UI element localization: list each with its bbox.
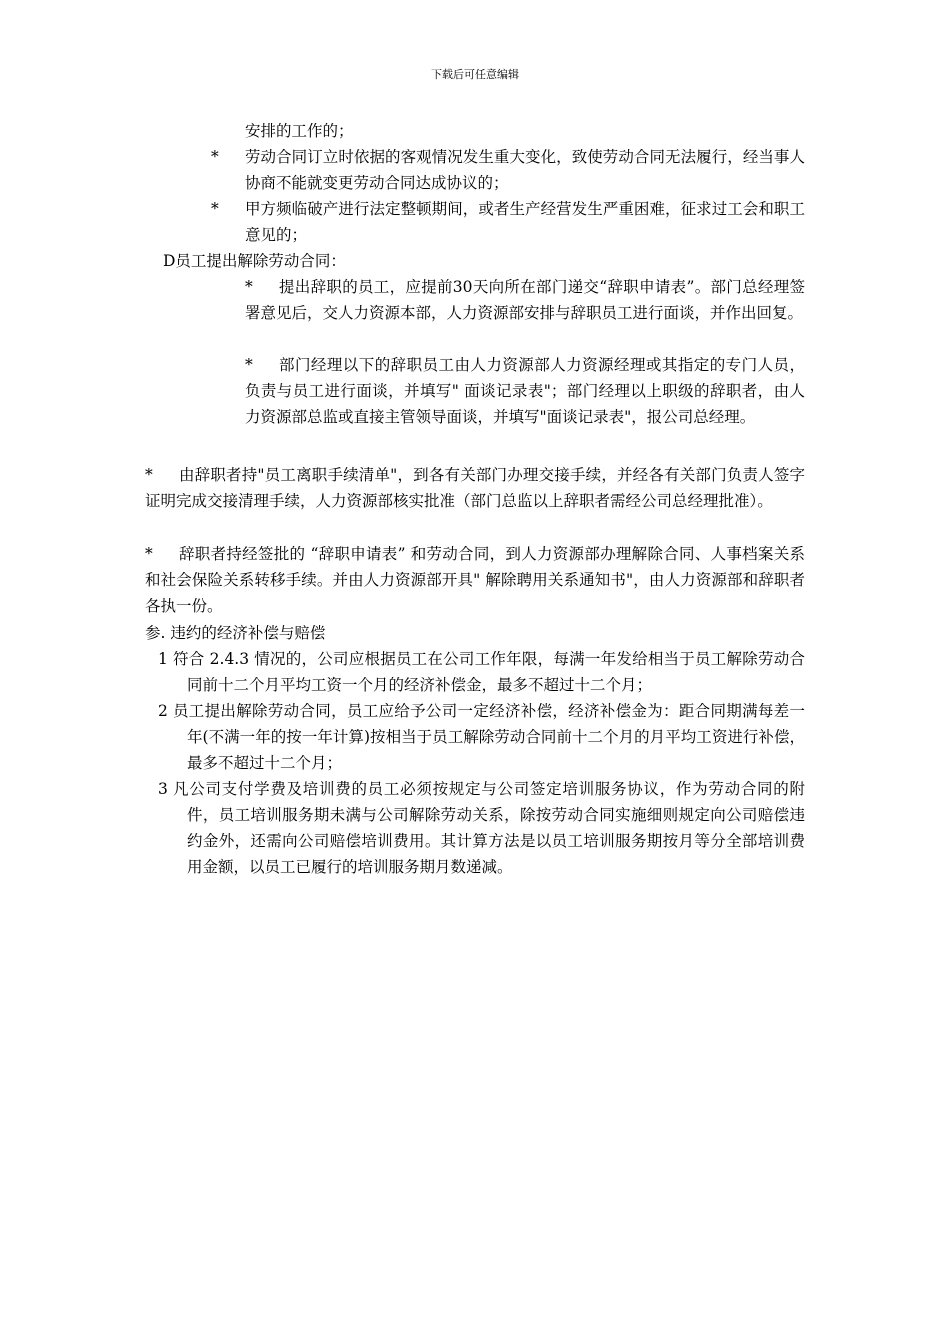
bullet-marker: * <box>145 466 153 484</box>
bullet-marker: * <box>211 148 219 166</box>
section-title: 参. 违约的经济补偿与赔偿 <box>145 624 326 642</box>
list-item-text: 部门经理以下的辞职员工由人力资源部人力资源经理或其指定的专门人员，负责与员工进行面谈，并填写" 面谈记录表"；部门经理以上职级的辞职者，由人力资源部总监或直接主管领导面谈，并填写"面谈记录表"，报公司总经理。 <box>245 356 805 426</box>
paragraph-text: 辞职者持经签批的 “辞职申请表” 和劳动合同，到人力资源部办理解除合同、人事档案关系和社会保险关系转移手续。并由人力资源部开具" 解除聘用关系通知书"，由人力资源部和辞职者各执一份。 <box>145 545 805 615</box>
bullet-marker: * <box>211 200 219 218</box>
item-number: 2 <box>158 702 168 720</box>
list-item: 甲方频临破产进行法定整顿期间，或者生产经营发生严重困难，征求过工会和职工意见的； <box>245 200 805 244</box>
item-number: 3 <box>158 780 168 798</box>
page-header: 下载后可任意编辑 <box>431 68 519 81</box>
list-item: 劳动合同订立时依据的客观情况发生重大变化，致使劳动合同无法履行，经当事人协商不能就变更劳动合同达成协议的； <box>245 148 805 192</box>
bullet-marker: * <box>245 278 253 296</box>
numbered-item: 员工提出解除劳动合同，员工应给予公司一定经济补偿，经济补偿金为：距合同期满每差一年(不满一年的按一年计算)按相当于员工解除劳动合同前十二个月的月平均工资进行补偿，最多不超过十二个月； <box>173 702 805 772</box>
list-item-text: 提出辞职的员工，应提前30天向所在部门递交“辞职申请表”。部门总经理签署意见后，交人力资源本部，人力资源部安排与辞职员工进行面谈，并作出回复。 <box>245 278 805 322</box>
item-number: 1 <box>158 650 168 668</box>
list-item <box>245 352 805 430</box>
paragraph-text: 由辞职者持"员工离职手续清单"，到各有关部门办理交接手续，并经各有关部门负责人签字证明完成交接清理手续，人力资源部核实批准（部门总监以上辞职者需经公司总经理批准）。 <box>145 466 805 510</box>
bullet-marker: * <box>145 545 153 563</box>
numbered-item: 凡公司支付学费及培训费的员工必须按规定与公司签定培训服务协议，作为劳动合同的附件，员工培训服务期未满与公司解除劳动关系，除按劳动合同实施细则规定向公司赔偿违约金外，还需向公司赔偿培训费用。其计算方法是以员工培训服务期按月等分全部培训费用金额，以员工已履行的培训服务期月数递减。 <box>173 780 805 876</box>
numbered-item: 符合 2.4.3 情况的，公司应根据员工在公司工作年限，每满一年发给相当于员工解除劳动合同前十二个月平均工资一个月的经济补偿金，最多不超过十二个月； <box>173 650 805 694</box>
paragraph <box>145 462 805 514</box>
list-item: 安排的工作的； <box>245 122 354 140</box>
bullet-marker: * <box>245 356 253 374</box>
subsection-title: D员工提出解除劳动合同： <box>163 252 346 270</box>
paragraph <box>145 541 805 619</box>
list-item <box>245 274 805 326</box>
